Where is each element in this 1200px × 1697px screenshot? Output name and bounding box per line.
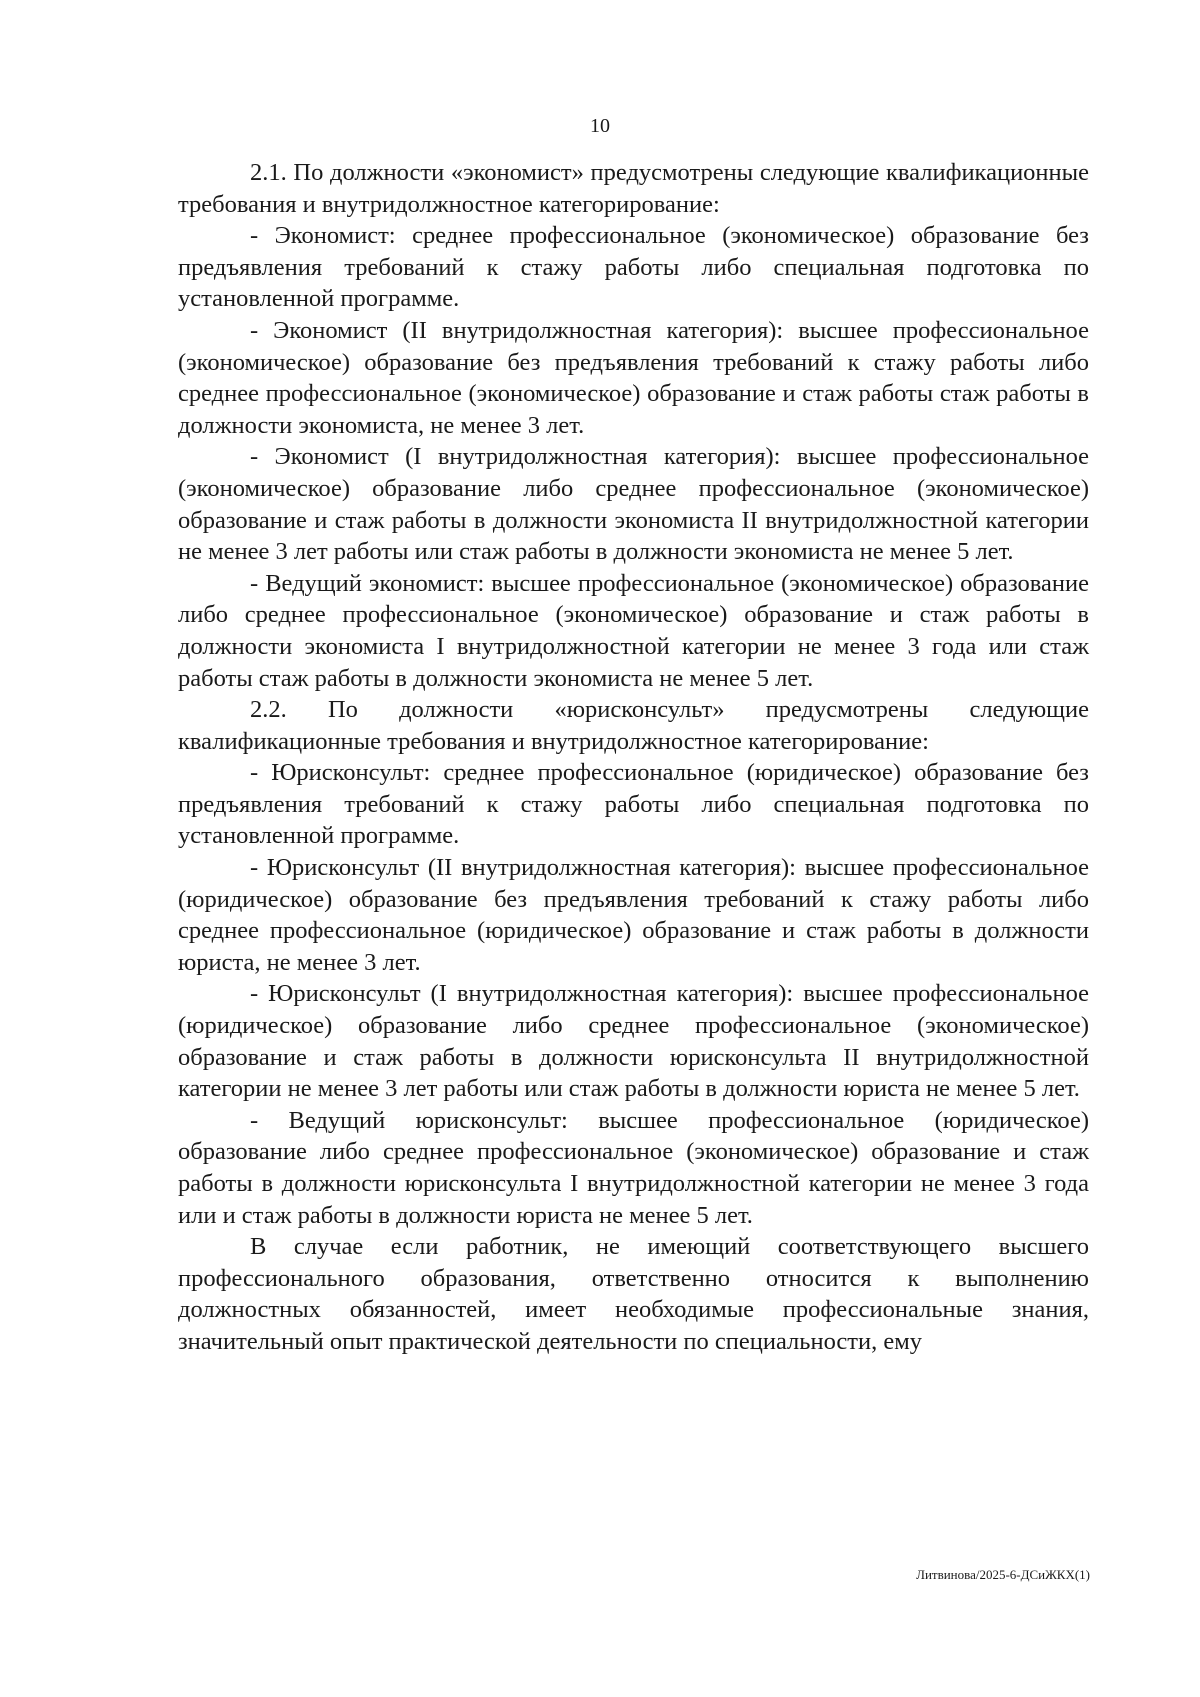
paragraph-exception-clause: В случае если работник, не имеющий соответствующего высшего профессионального образования, ответственно относится к выполнению должностных обязанностей, имеет необходимые профессиональные знания, значительный опыт практической деятельности по специальности, ему: [178, 1233, 1089, 1355]
paragraph-legal-adviser-category-2: - Юрисконсульт (II внутридолжностная категория): высшее профессиональное (юридическое) образование без предъявления требований к стажу работы либо среднее профессиональное (юридическое) образование и стаж работы в должности юриста, не менее 3 лет.: [178, 854, 1089, 976]
paragraph-lead-legal-adviser: - Ведущий юрисконсульт: высшее профессиональное (юридическое) образование либо среднее профессиональное (экономическое) образование и стаж работы в должности юрисконсульта I внутридолжностной категории не менее 3 года или и стаж работы в должности юриста не менее 5 лет.: [178, 1106, 1089, 1229]
paragraph-2-2-intro: 2.2. По должности «юрисконсульт» предусмотрены следующие квалификационные требования и внутридолжностное категорирование:: [178, 696, 1089, 755]
paragraph-lead-economist: - Ведущий экономист: высшее профессиональное (экономическое) образование либо среднее профессиональное (экономическое) образование и стаж работы в должности экономиста I внутридолжностной категории не менее 3 года или стаж работы стаж работы в должности экономиста не менее 5 лет.: [178, 569, 1089, 692]
paragraph-economist-category-1: - Экономист (I внутридолжностная категория): высшее профессиональное (экономическое) образование либо среднее профессиональное (экономическое) образование и стаж работы в должности экономиста II внутридолжностной категории не менее 3 лет работы или стаж работы в должности экономиста не менее 5 лет.: [178, 443, 1089, 566]
paragraph-legal-adviser-category-1: - Юрисконсульт (I внутридолжностная категория): высшее профессиональное (юридическое) образование либо среднее профессиональное (экономическое) образование и стаж работы в должности юрисконсульта II внутридолжностной категории не менее 3 лет работы или стаж работы в должности юриста не менее 5 лет.: [178, 980, 1089, 1103]
page-number: 10: [590, 115, 610, 137]
paragraph-2-1-intro: 2.1. По должности «экономист» предусмотрены следующие квалификационные требования и внутридолжностное категорирование:: [178, 159, 1089, 218]
paragraph-legal-adviser: - Юрисконсульт: среднее профессиональное (юридическое) образование без предъявления требований к стажу работы либо специальная подготовка по установленной программе.: [178, 759, 1089, 850]
footer-document-code: Литвинова/2025-6-ДСиЖКХ(1): [916, 1567, 1090, 1582]
document-body: [178, 157, 1089, 1358]
paragraph-economist-category-2: - Экономист (II внутридолжностная категория): высшее профессиональное (экономическое) образование без предъявления требований к стажу работы либо среднее профессиональное (экономическое) образование и стаж работы стаж работы в должности экономиста, не менее 3 лет.: [178, 316, 1089, 439]
paragraph-economist: - Экономист: среднее профессиональное (экономическое) образование без предъявления требований к стажу работы либо специальная подготовка по установленной программе.: [178, 222, 1089, 313]
